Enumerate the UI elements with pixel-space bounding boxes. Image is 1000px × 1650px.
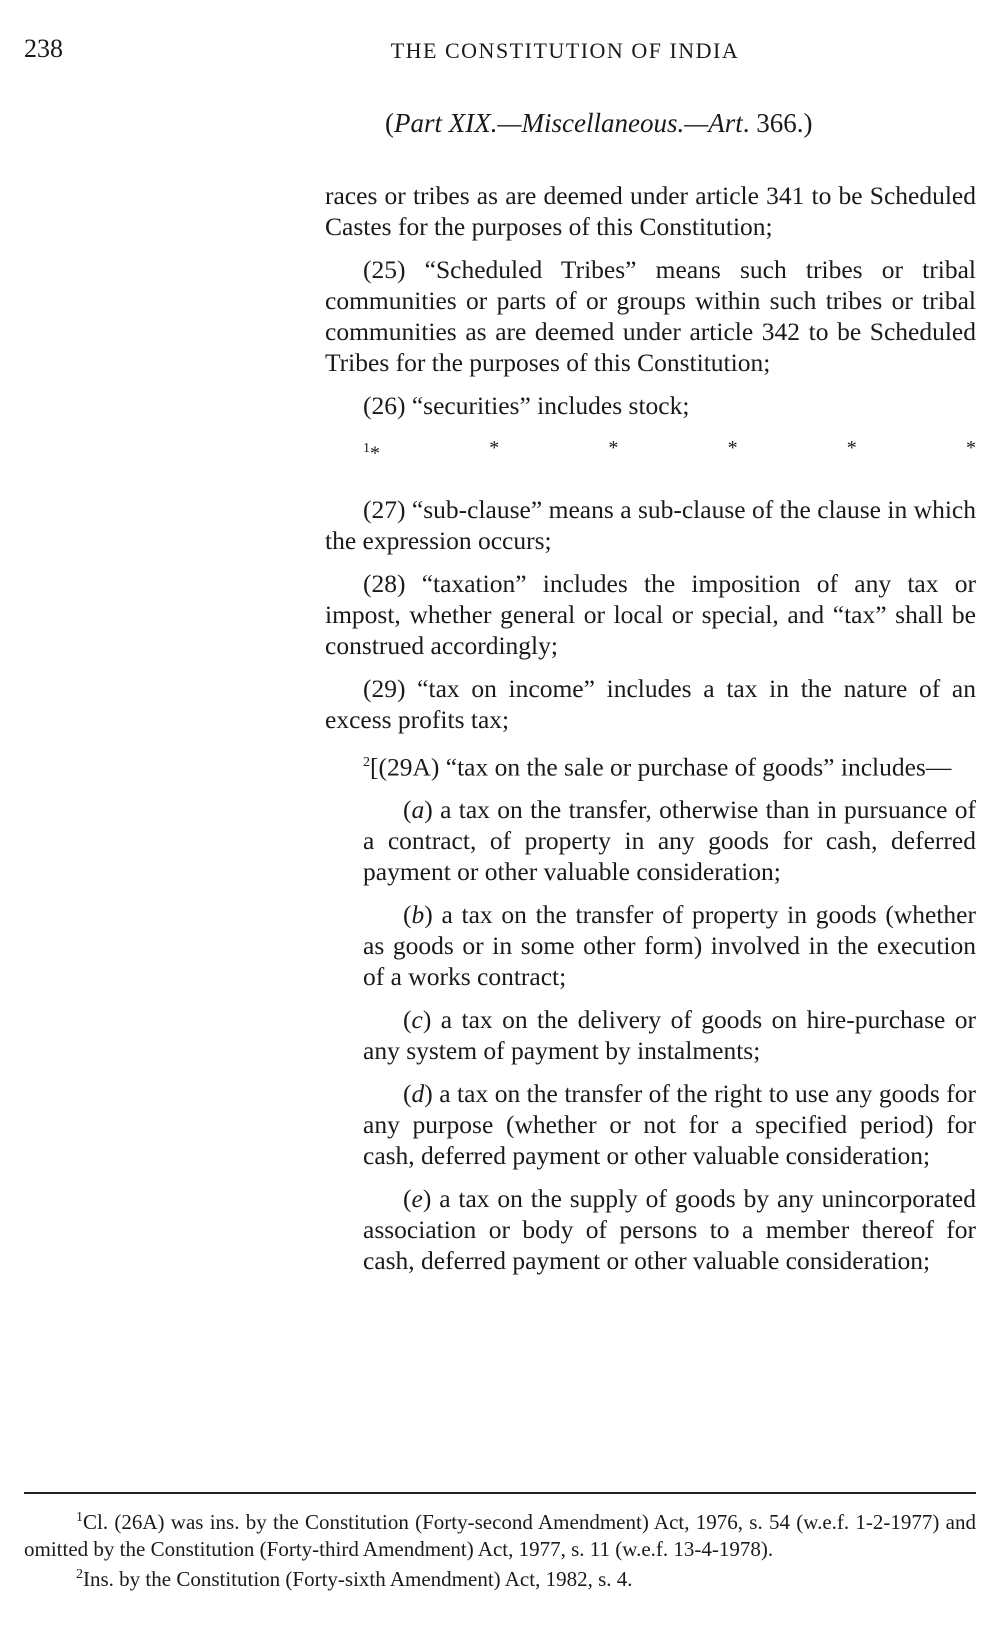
footnote-rule — [24, 1492, 976, 1494]
footnote-1-text: Cl. (26A) was ins. by the Constitution (Forty-second Amendment) Act, 1976, s. 54 (w.e.f. 1-2-1977) and omitted by the Constitution (Forty-third Amendment) Act, 1977, s. 11 (w.e.f. 13-4-1978). — [24, 1510, 976, 1561]
omission-stars — [363, 433, 976, 470]
sub-item-c: (c) a tax on the delivery of goods on hire-purchase or any system of payment by instalments; — [363, 1005, 976, 1066]
star-5: * — [846, 437, 857, 459]
clause-29a-text: [(29A) “tax on the sale or purchase of goods” includes— — [370, 752, 952, 782]
sub-item-d: (d) a tax on the transfer of the right to use any goods for any purpose (whether or not for a specified period) for cash, deferred payment or other valuable consideration; — [363, 1079, 976, 1171]
clause-28: (28) “taxation” includes the imposition of any tax or impost, whether general or local or special, and “tax” shall be construed accordingly; — [325, 568, 976, 660]
sub-item-b: (b) a tax on the transfer of property in goods (whether as goods or in some other form) involved in the execution of a works contract; — [363, 900, 976, 992]
footnotes — [24, 1505, 976, 1593]
page-number: 238 — [24, 34, 63, 63]
body-column — [325, 180, 976, 1288]
footnote-2-marker: 2 — [76, 1567, 83, 1582]
clause-26: (26) “securities” includes stock; — [363, 391, 690, 420]
clause-25: (25) “Scheduled Tribes” means such tribes or tribal communities or parts of or groups within such tribes or tribal communities as are deemed under article 342 to be Scheduled Tribes for the purposes of this Constitution; — [325, 255, 976, 377]
star-2: * — [489, 437, 500, 459]
footnote-1-marker: 1 — [76, 1510, 83, 1525]
clause-29a-footnote-ref: 2 — [363, 754, 370, 770]
star-4: * — [727, 437, 738, 459]
continuation-paragraph: races or tribes as are deemed under article 341 to be Scheduled Castes for the purposes of this Constitution; — [325, 181, 976, 241]
footnote-2-text: Ins. by the Constitution (Forty-sixth Amendment) Act, 1982, s. 4. — [83, 1567, 633, 1591]
star-6: * — [965, 437, 976, 459]
footnote-2 — [24, 1562, 976, 1593]
clause-27: (27) “sub-clause” means a sub-clause of the clause in which the expression occurs; — [325, 494, 976, 555]
part-heading-open: ( — [385, 108, 394, 138]
star-3: * — [608, 437, 619, 459]
sub-item-e: (e) a tax on the supply of goods by any unincorporated association or body of persons to a member thereof for cash, deferred payment or other valuable consideration; — [363, 1184, 976, 1276]
star-1: $^1$* — [363, 441, 380, 465]
part-heading — [385, 108, 812, 139]
part-heading-close: . 366.) — [742, 108, 813, 138]
footnote-1 — [24, 1505, 976, 1562]
clause-29a — [325, 747, 976, 783]
omission-footnote-ref: 1 — [363, 441, 370, 456]
clause-29: (29) “tax on income” includes a tax in the nature of an excess profits tax; — [325, 673, 976, 734]
sub-item-a: (a) a tax on the transfer, otherwise than in pursuance of a contract, of property in any goods for cash, deferred payment or other valuable consideration; — [363, 795, 976, 887]
part-heading-italic: Part XIX.—Miscellaneous.—Art — [394, 108, 743, 138]
running-head: THE CONSTITUTION OF INDIA — [390, 38, 740, 63]
